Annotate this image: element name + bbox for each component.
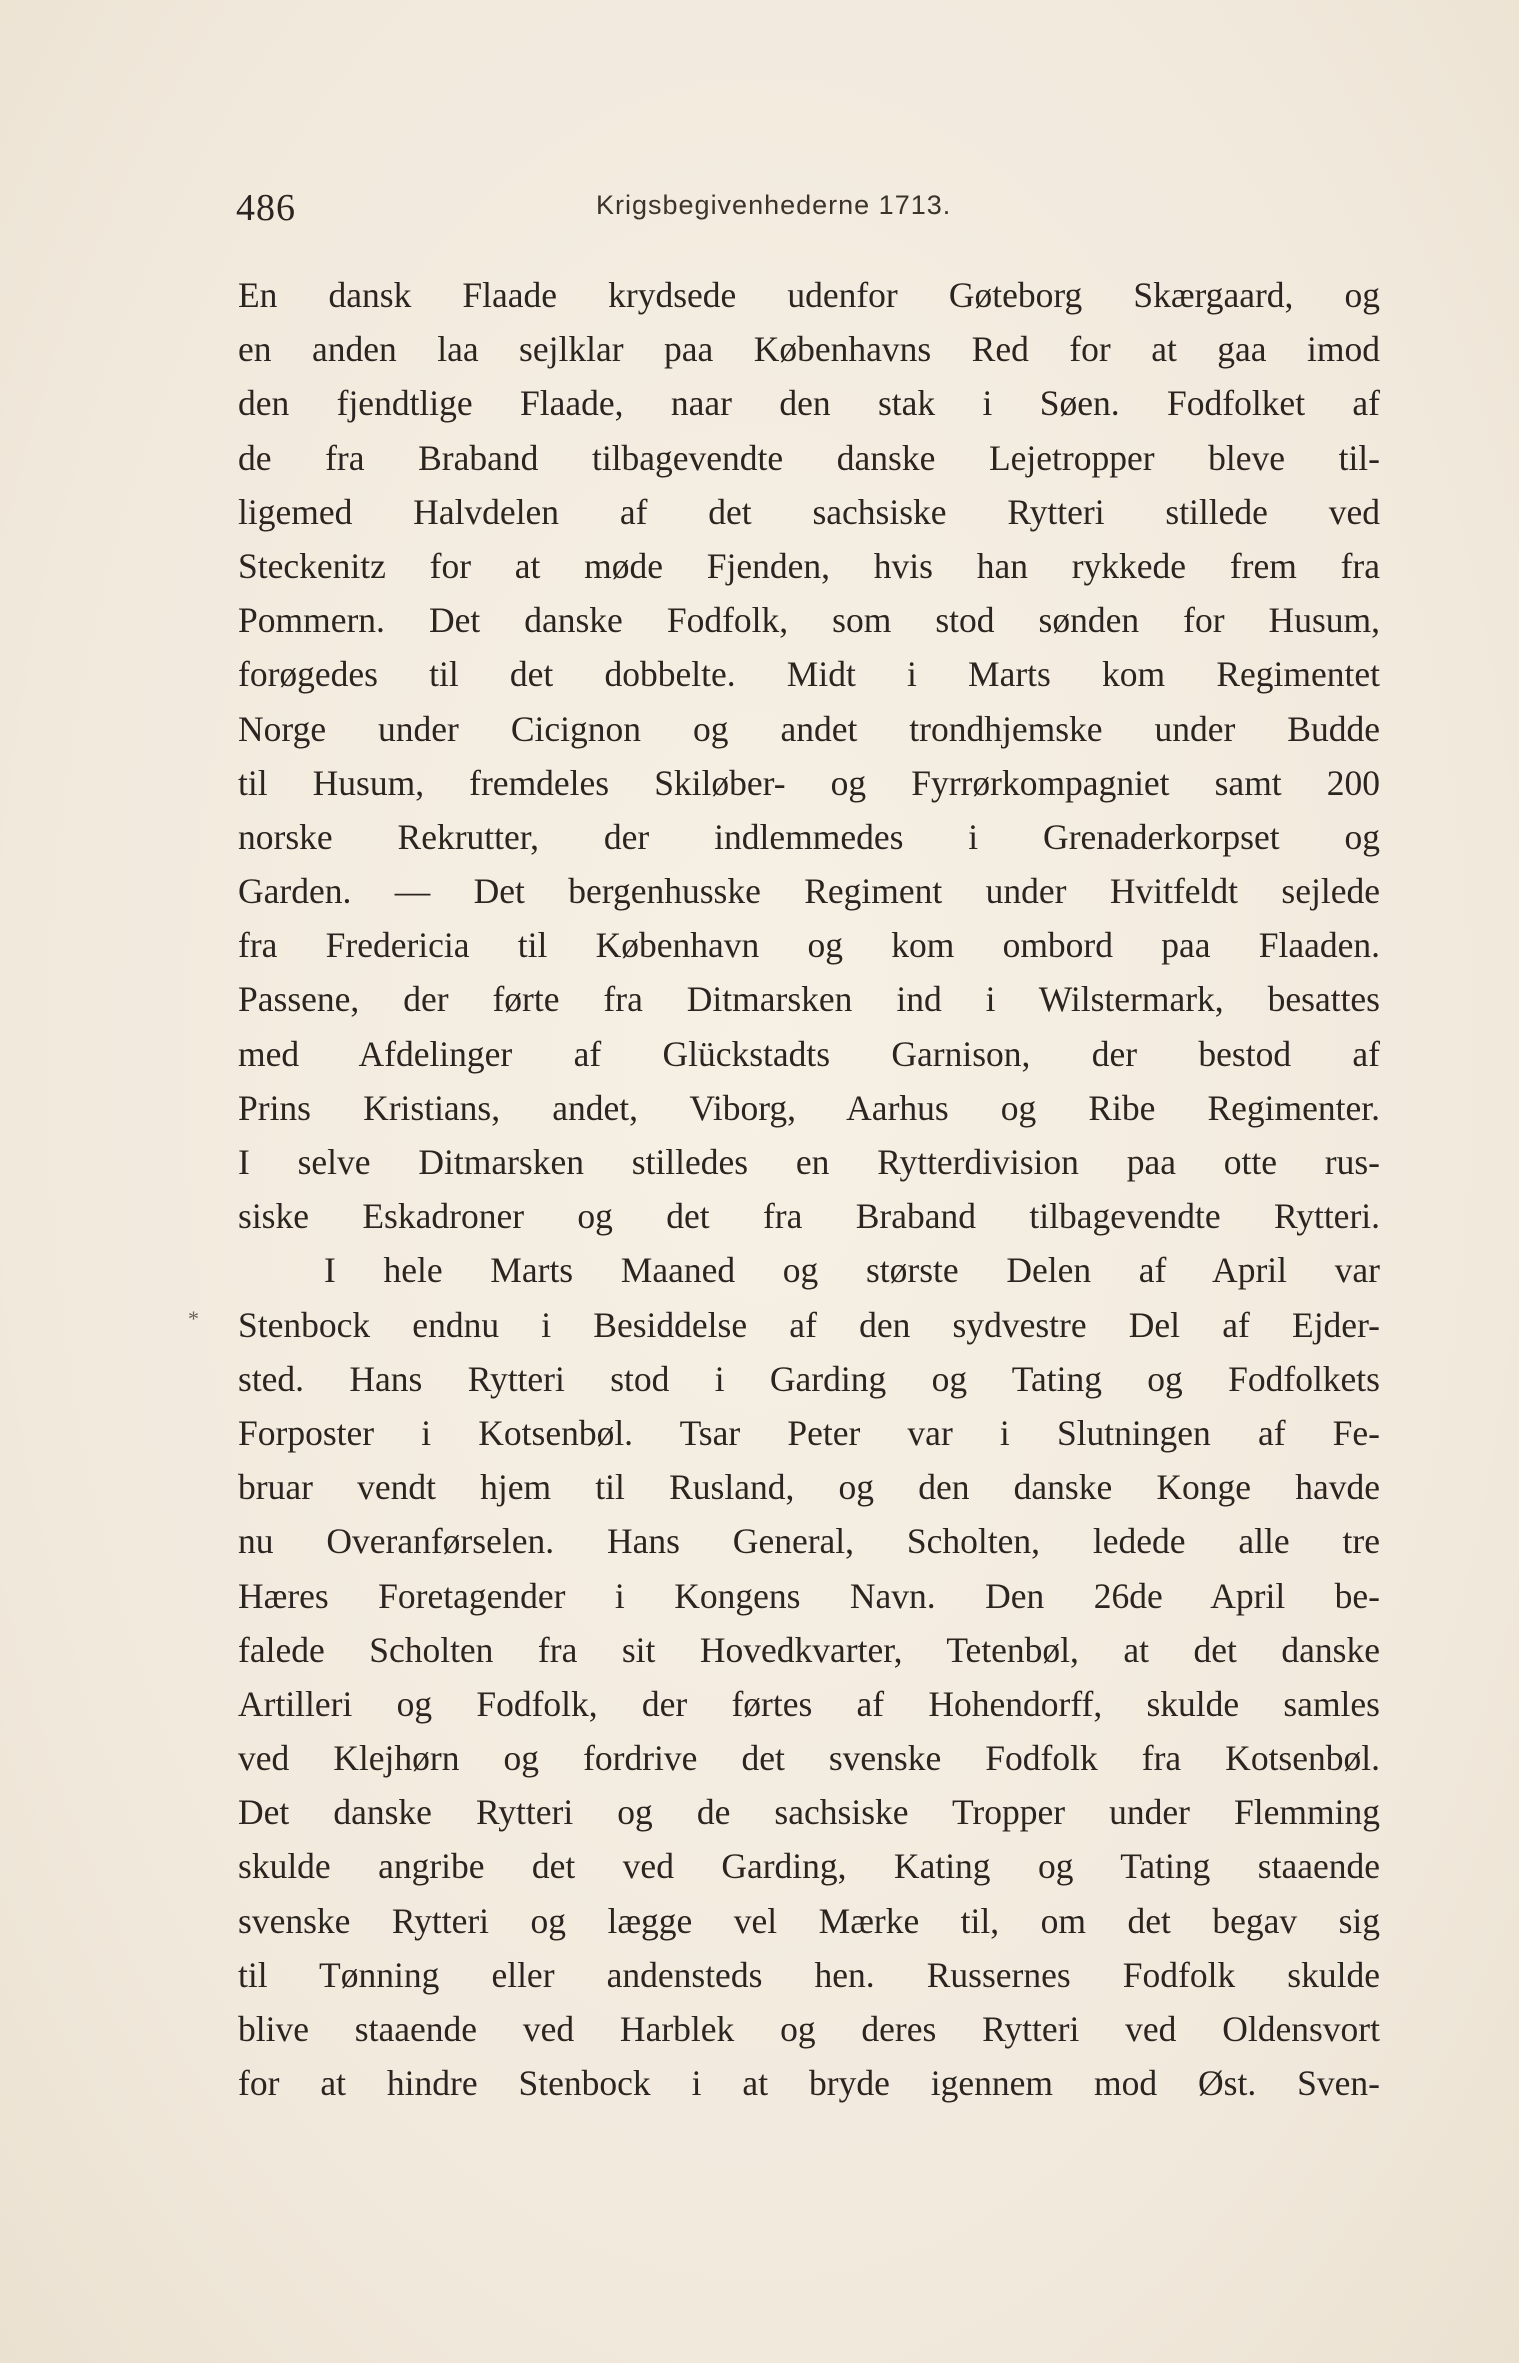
text-line: en anden laa sejlklar paa Københavns Red for at gaa imod <box>238 329 1380 370</box>
text-line: skulde angribe det ved Garding, Kating og Tating staaende <box>238 1846 1380 1887</box>
text-line: fra Fredericia til København og kom ombord paa Flaaden. <box>238 925 1380 966</box>
text-line: Artilleri og Fodfolk, der førtes af Hohendorff, skulde samles <box>238 1683 1380 1724</box>
text-line: med Afdelinger af Glückstadts Garnison, der bestod af <box>238 1033 1380 1074</box>
text-line: Passene, der førte fra Ditmarsken ind i Wilstermark, besattes <box>238 979 1380 1020</box>
text-line: Pommern. Det danske Fodfolk, som stod sønden for Husum, <box>238 600 1380 641</box>
text-line: En dansk Flaade krydsede udenfor Gøteborg Skærgaard, og <box>238 275 1380 315</box>
text-line: til Husum, fremdeles Skiløber- og Fyrrørkompagniet samt 200 <box>238 762 1380 803</box>
margin-mark-icon: * <box>188 1306 199 1331</box>
running-head: Krigsbegivenhederne 1713. <box>596 190 952 220</box>
text-line: siske Eskadroner og det fra Braband tilbagevendte Rytteri. <box>238 1196 1380 1237</box>
text-line: nu Overanførselen. Hans General, Scholten, ledede alle tre <box>238 1521 1380 1562</box>
text-line: svenske Rytteri og lægge vel Mærke til, om det begav sig <box>238 1900 1380 1941</box>
page-header <box>236 186 1386 229</box>
text-line: sted. Hans Rytteri stod i Garding og Tating og Fodfolkets <box>238 1358 1380 1399</box>
text-line: Det danske Rytteri og de sachsiske Tropper under Flemming <box>238 1792 1380 1833</box>
text-line: falede Scholten fra sit Hovedkvarter, Tetenbøl, at det danske <box>238 1629 1380 1670</box>
text-line: de fra Braband tilbagevendte danske Lejetropper bleve til- <box>238 437 1380 478</box>
text-line: norske Rekrutter, der indlemmedes i Grenaderkorpset og <box>238 816 1380 857</box>
text-line: Garden. — Det bergenhusske Regiment under Hvitfeldt sejlede <box>238 871 1380 912</box>
text-line: bruar vendt hjem til Rusland, og den danske Konge havde <box>238 1467 1380 1508</box>
text-line: til Tønning eller andensteds hen. Russernes Fodfolk skulde <box>238 1954 1380 1995</box>
text-line: forøgedes til det dobbelte. Midt i Marts kom Regimentet <box>238 654 1380 695</box>
text-line: Forposter i Kotsenbøl. Tsar Peter var i Slutningen af Fe- <box>238 1412 1380 1453</box>
text-line: den fjendtlige Flaade, naar den stak i Søen. Fodfolket af <box>238 383 1380 424</box>
page-number: 486 <box>236 187 296 229</box>
text-line: for at hindre Stenbock i at bryde igennem mod Øst. Sven- <box>238 2063 1380 2104</box>
text-line: Norge under Cicignon og andet trondhjemske under Budde <box>238 708 1380 749</box>
text-line: Stenbock endnu i Besiddelse af den sydvestre Del af Ejder- <box>238 1304 1380 1345</box>
text-line: I selve Ditmarsken stilledes en Rytterdivision paa otte rus- <box>238 1142 1380 1182</box>
text-line: blive staaende ved Harblek og deres Rytteri ved Oldensvort <box>238 2009 1380 2049</box>
text-line: ved Klejhørn og fordrive det svenske Fodfolk fra Kotsenbøl. <box>238 1738 1380 1779</box>
text-line: Steckenitz for at møde Fjenden, hvis han rykkede frem fra <box>238 545 1380 586</box>
text-line: Prins Kristians, andet, Viborg, Aarhus og Ribe Regimenter. <box>238 1087 1380 1128</box>
text-line: ligemed Halvdelen af det sachsiske Rytteri stillede ved <box>238 491 1380 532</box>
text-line: Hæres Foretagender i Kongens Navn. Den 26de April be- <box>238 1575 1380 1616</box>
text-line-paragraph-start: I hele Marts Maaned og største Delen af April var <box>324 1250 1380 1291</box>
body-text <box>238 268 1380 2110</box>
